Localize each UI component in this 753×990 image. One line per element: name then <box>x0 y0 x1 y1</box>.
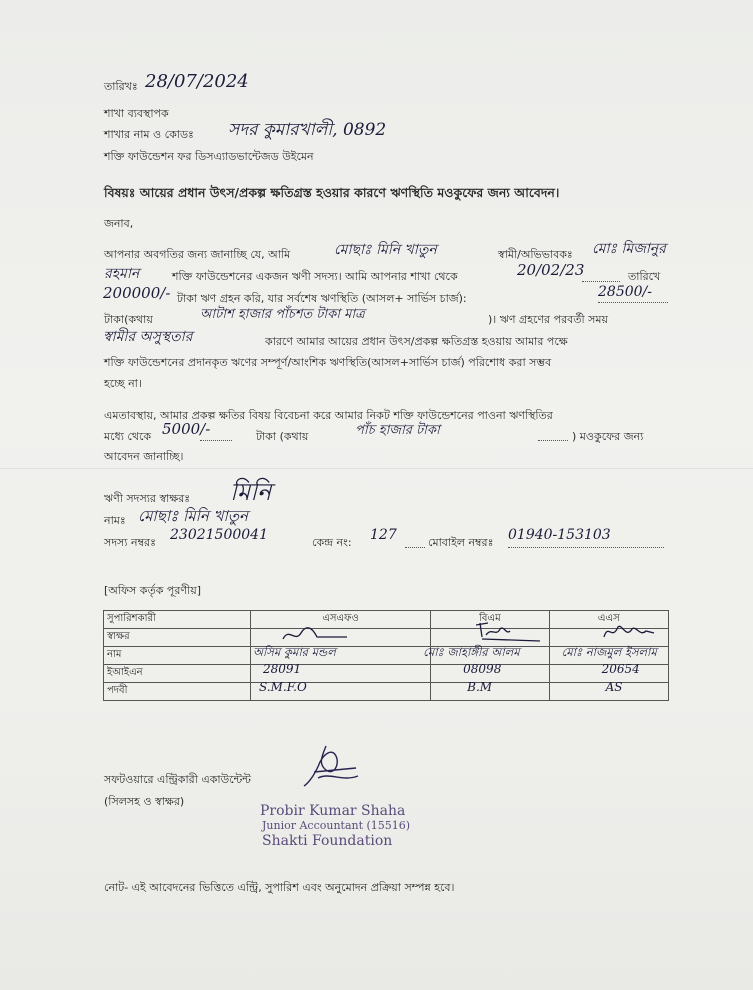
para1-text-7: )। ঋণ গ্রহণের পরবর্তী সময় <box>488 313 608 326</box>
accountant-sublabel: (সিলসহ ও স্বাক্ষর) <box>104 795 185 808</box>
guardian-name-handwritten: মোঃ মিজানুর <box>592 241 666 257</box>
mobile-value: 01940-153103 <box>508 527 611 543</box>
para1-text-6: টাকা(কথায় <box>104 313 153 326</box>
stamp-name: Probir Kumar Shaha <box>260 803 406 819</box>
id-bm: 08098 <box>431 665 549 683</box>
para1-text-9: শক্তি ফাউন্ডেশনের প্রদানকৃত ঋণের সম্পূর্ণ/আংশিক ঋণস্থিতি(আসল+সার্ভিস চার্জ) পরিশোধ করা সম্ভব <box>104 356 552 369</box>
signature-bm-scribble <box>476 619 546 645</box>
id-smfo: 28091 <box>251 665 431 683</box>
para2-text-3: টাকা (কথায় <box>256 430 309 443</box>
member-number-value: 23021500041 <box>170 527 268 543</box>
waiver-words-handwritten: পাঁচ হাজার টাকা <box>355 423 440 438</box>
mobile-label: মোবাইল নম্বরঃ <box>428 536 494 549</box>
branch-label: শাখার নাম ও কোডঃ <box>104 128 194 141</box>
para1-text-8: কারণে আমার আয়ের প্রধান উৎস/প্রকল্প ক্ষতিগ্রস্ত হওয়ায় আমার পক্ষে <box>265 335 568 348</box>
office-approval-table <box>103 610 669 701</box>
row-label-name: নাম <box>104 647 251 665</box>
paper-fold <box>0 468 753 469</box>
salutation: জনাব, <box>104 217 134 230</box>
center-label: কেন্দ্র নং: <box>312 536 352 549</box>
para1-text-5: টাকা ঋণ গ্রহন করি, যার সর্বশেষ ঋণস্থিতি (আসল+ সার্ভিস চার্জ): <box>177 292 467 305</box>
subject-line: বিষয়ঃ আয়ের প্রধান উৎস/প্রকল্প ক্ষতিগ্রস্ত হওয়ার কারণে ঋণস্থিতি মওকুফের জন্য আবেদন। <box>104 185 560 200</box>
guardian-name-cont: রহমান <box>104 266 140 282</box>
col-header-bm: বিএম <box>431 611 549 629</box>
designation-smfo: S.M.F.O <box>251 683 431 701</box>
row-label-designation: পদবী <box>104 683 251 701</box>
office-section-label: [অফিস কর্তৃক পূরণীয়] <box>104 584 201 597</box>
para2-text-5: আবেদন জানাচ্ছি। <box>104 450 184 463</box>
recipient-title: শাখা ব্যবস্থাপক <box>104 107 169 120</box>
stamp-title: Junior Accountant (15516) <box>262 819 411 832</box>
loan-amount-handwritten: 200000/- <box>103 284 171 302</box>
name-smfo: অসিম কুমার মন্ডল <box>251 647 431 665</box>
row-header-recommender: সুপারিশকারী <box>104 611 251 629</box>
para1-text-10: হচ্ছে না। <box>104 377 142 390</box>
para1-text-1: আপনার অবগতির জন্য জানাচ্ছি যে, আমি <box>104 248 291 261</box>
stamp-org: Shakti Foundation <box>262 833 393 849</box>
member-signature: মিনি <box>230 478 272 506</box>
outstanding-words-handwritten: আটাশ হাজার পাঁচশত টাকা মাত্র <box>200 307 365 322</box>
signature-as-scribble <box>600 621 660 645</box>
para1-text-3: শক্তি ফাউন্ডেশনের একজন ঋণী সদস্য। আমি আপনার শাখা থেকে <box>172 270 458 283</box>
para2-text-1: এমতাবস্থায়, আমার প্রকল্প ক্ষতির বিষয় বিবেচনা করে আমার নিকট শক্তি ফাউন্ডেশনের পাওনা ঋণস্থিতির <box>104 409 553 422</box>
member-name-value: মোছাঃ মিনি খাতুন <box>138 507 249 525</box>
reason-handwritten: স্বামীর অসুস্থতার <box>103 329 193 345</box>
member-name-label: নামঃ <box>104 514 126 527</box>
designation-as: AS <box>549 683 668 701</box>
member-signature-label: ঋণী সদস্যর স্বাক্ষরঃ <box>104 492 191 505</box>
para2-text-4: ) মওকুফের জন্য <box>572 430 644 443</box>
signature-smfo-scribble <box>281 625 351 645</box>
col-header-smfo: এসএফও <box>251 611 431 629</box>
date-value: 28/07/2024 <box>145 71 249 92</box>
col-header-as: এএস <box>549 611 668 629</box>
loan-date-handwritten: 20/02/23 <box>517 261 585 279</box>
accountant-label: সফটওয়ারে এন্ট্রিকারী একাউন্টেন্ট <box>104 773 251 786</box>
member-name-handwritten: মোছাঃ মিনি খাতুন <box>334 242 437 258</box>
name-as: মোঃ নাজমুল ইসলাম <box>549 647 668 665</box>
accountant-signature <box>296 742 366 792</box>
name-bm: মোঃ জাহাঙ্গীর আলম <box>431 647 549 665</box>
id-as: 20654 <box>549 665 668 683</box>
footer-note: নোট- এই আবেদনের ভিত্তিতে এন্ট্রি, সুপারিশ এবং অনুমোদন প্রক্রিয়া সম্পন্ন হবে। <box>104 881 455 894</box>
row-label-signature: স্বাক্ষর <box>104 629 251 647</box>
row-label-id: ইআইএন <box>104 665 251 683</box>
member-number-label: সদস্য নম্বরঃ <box>104 536 156 549</box>
para1-text-2: স্বামী/অভিভাবকঃ <box>498 248 573 261</box>
waiver-amount-handwritten: 5000/- <box>162 420 211 438</box>
date-label: তারিখঃ <box>104 80 138 93</box>
outstanding-amount-handwritten: 28500/- <box>598 284 652 300</box>
branch-value: সদর কুমারখালী, 0892 <box>228 120 387 140</box>
para1-text-4: তারিখে <box>628 270 661 283</box>
para2-text-2: মধ্যে থেকে <box>104 430 152 443</box>
organization-name: শক্তি ফাউন্ডেশন ফর ডিসএ্যাডভান্টেজড উইমেন <box>104 150 314 163</box>
center-value: 127 <box>370 527 397 543</box>
designation-bm: B.M <box>431 683 549 701</box>
